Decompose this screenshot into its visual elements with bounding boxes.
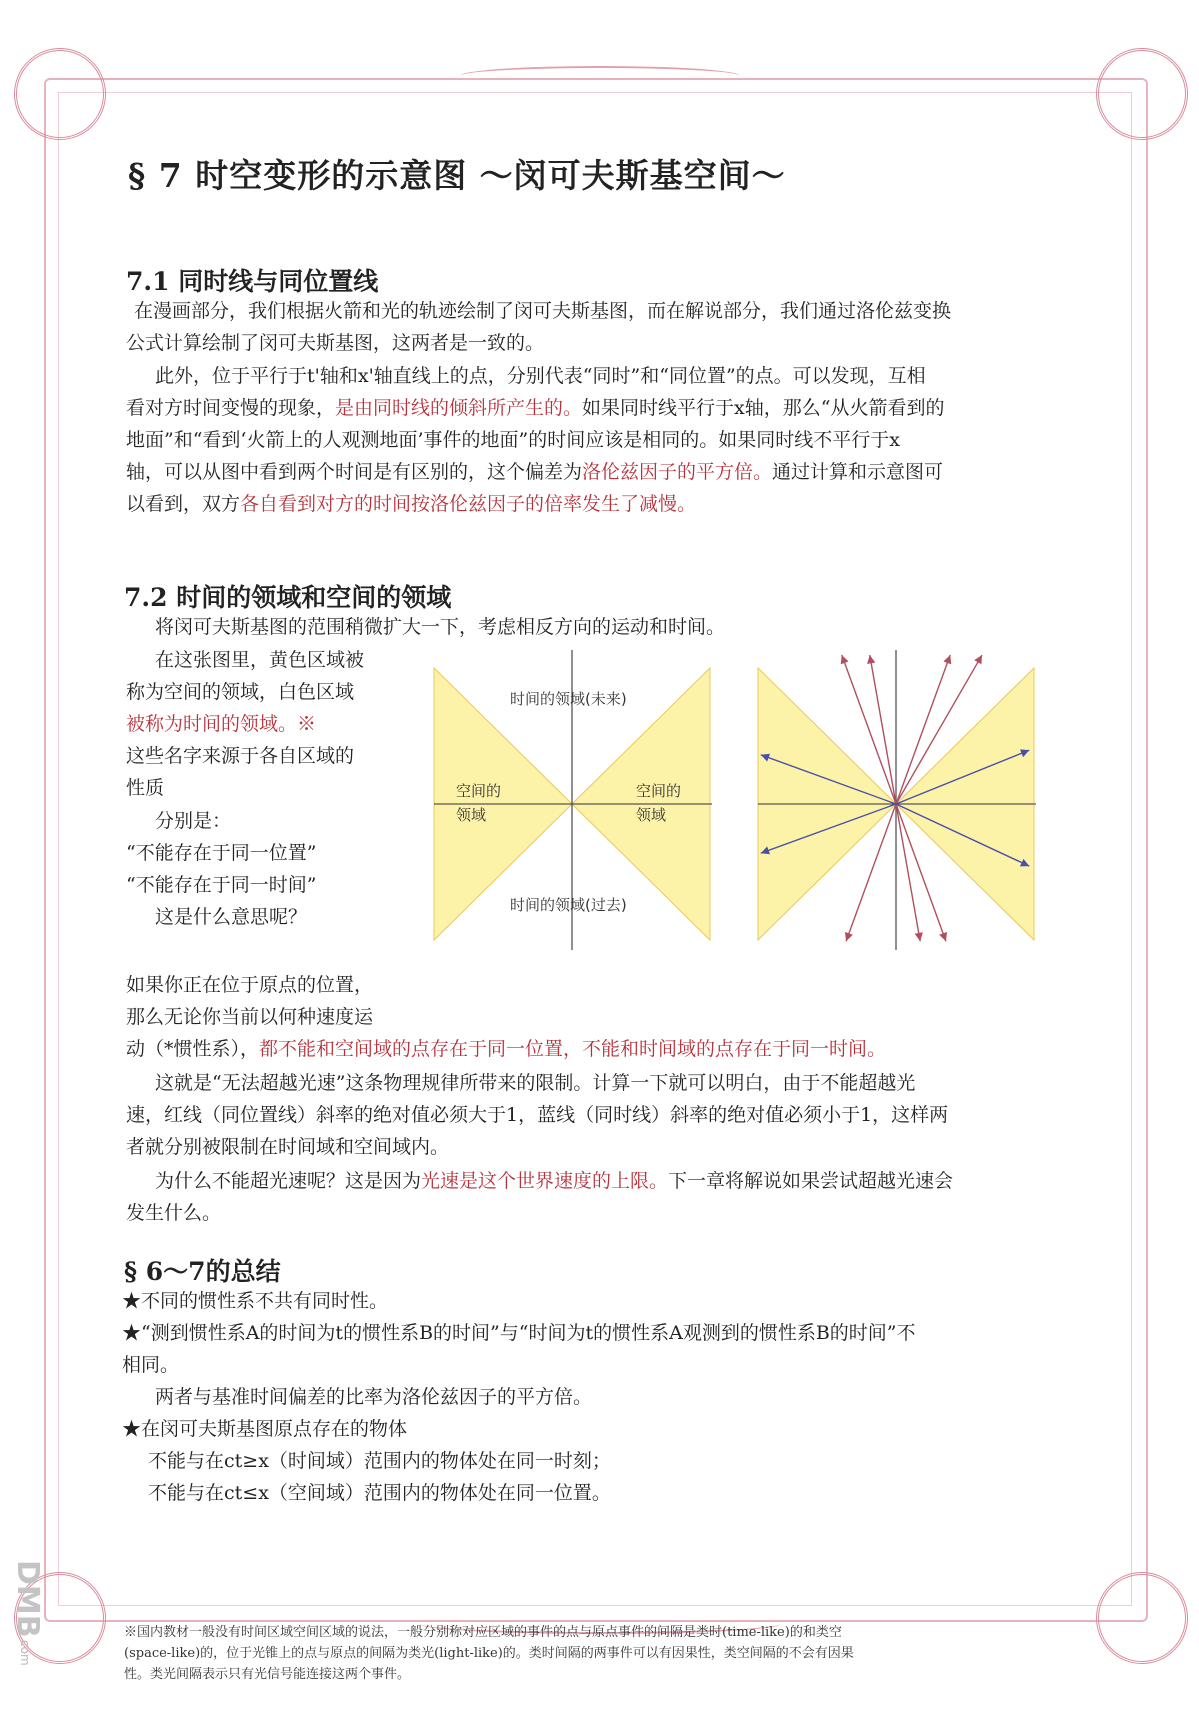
paragraph-line: 公式计算绘制了闵可夫斯基图，这两者是一致的。: [126, 332, 545, 354]
summary-line: ★不同的惯性系不共有同时性。: [122, 1290, 389, 1312]
side-text-line: “不能存在于同一时间”: [126, 874, 317, 896]
paragraph-line: 将闵可夫斯基图的范围稍微扩大一下，考虑相反方向的运动和时间。: [155, 616, 726, 638]
paragraph-line: 速，红线（同位置线）斜率的绝对值必须大于1，蓝线（同时线）斜率的绝对值必须小于1，这样两: [126, 1104, 949, 1126]
section-7-1-heading: 7.1 同时线与同位置线: [126, 267, 379, 296]
section-7-2-heading: 7.2 时间的领域和空间的领域: [124, 583, 452, 612]
side-text-line: 这是什么意思呢？: [155, 906, 308, 928]
label-future: 时间的领域(未来): [510, 690, 627, 708]
corner-ornament: [1096, 48, 1188, 140]
paragraph-line: 发生什么。: [126, 1202, 222, 1224]
paragraph-line: 这就是“无法超越光速”这条物理规律所带来的限制。计算一下就可以明白，由于不能超越光: [155, 1072, 916, 1094]
summary-line: ★“测到惯性系A的时间为t的惯性系B的时间”与“时间为t的惯性系A观测到的惯性系B的时间”不: [122, 1322, 916, 1344]
paragraph-line: 为什么不能超光速呢？这是因为光速是这个世界速度的上限。下一章将解说如果尝试超越光速会: [155, 1170, 954, 1192]
corner-ornament: [14, 48, 106, 140]
paragraph-line: 者就分别被限制在时间域和空间域内。: [126, 1136, 450, 1158]
page-title: § 7 时空变形的示意图 ～闵可夫斯基空间～: [128, 156, 786, 195]
summary-line: 两者与基准时间偏差的比率为洛伦兹因子的平方倍。: [155, 1386, 593, 1408]
footnote-line: (space-like)的，位于光锥上的点与原点的间隔为类光(light-like)的。类时间隔的两事件可以有因果性，类空间隔的不会有因果: [124, 1646, 854, 1661]
paragraph-line: 动（*惯性系），都不能和空间域的点存在于同一位置，不能和时间域的点存在于同一时间。: [126, 1038, 887, 1060]
top-ornament: [460, 66, 740, 86]
paragraph-line: 地面”和“看到‘火箭上的人观测地面’事件的地面”的时间应该是相同的。如果同时线不平行于x: [126, 429, 900, 451]
side-text-line: 称为空间的领域，白色区域: [126, 681, 355, 703]
side-text-line: 性质: [126, 777, 165, 799]
footnote-line: 性。类光间隔表示只有光信号能连接这两个事件。: [124, 1667, 411, 1682]
watermark-logo: DMB: [10, 1560, 45, 1638]
footnote: [124, 1622, 1084, 1685]
minkowski-region-diagram: [428, 644, 718, 954]
side-text-line: 这些名字来源于各自区域的: [126, 745, 355, 767]
label-space-left-2: 领域: [456, 806, 487, 824]
side-text-line: “不能存在于同一位置”: [126, 842, 317, 864]
summary-heading: § 6～7的总结: [124, 1257, 281, 1286]
paragraph-line: 在漫画部分，我们根据火箭和光的轨迹绘制了闵可夫斯基图，而在解说部分，我们通过洛伦兹变换: [134, 300, 952, 322]
label-space-left: 空间的: [456, 782, 502, 800]
paragraph-line: 此外，位于平行于t'轴和x'轴直线上的点，分别代表“同时”和“同位置”的点。可以发现，互相: [155, 365, 926, 387]
label-past: 时间的领域(过去): [510, 896, 627, 914]
label-space-right-2: 领域: [636, 806, 667, 824]
summary-line: ★在闵可夫斯基图原点存在的物体: [122, 1418, 408, 1440]
summary-line: 不能与在ct≥x（时间域）范围内的物体处在同一时刻；: [148, 1450, 611, 1472]
side-text-line: 在这张图里，黄色区域被: [155, 649, 365, 671]
summary-line: 不能与在ct≤x（空间域）范围内的物体处在同一位置。: [148, 1482, 611, 1504]
paragraph-line: 那么无论你当前以何种速度运: [126, 1006, 374, 1028]
paragraph-line: 如果你正在位于原点的位置，: [126, 974, 374, 996]
label-space-right: 空间的: [636, 782, 682, 800]
footnote-line: ※国内教材一般没有时间区域空间区域的说法，一般分别称对应区域的事件的点与原点事件的间隔是类时(time-like)的和类空: [124, 1625, 842, 1640]
watermark-url: com: [18, 1640, 32, 1666]
side-text-line: 分别是：: [155, 810, 232, 832]
paragraph-line: 以看到，双方各自看到对方的时间按洛伦兹因子的倍率发生了减慢。: [126, 493, 697, 515]
worldline-arrows-diagram: [752, 644, 1042, 954]
corner-ornament: [1096, 1572, 1188, 1664]
summary-line: 相同。: [122, 1354, 180, 1376]
side-text-line: 被称为时间的领域。※: [126, 713, 317, 735]
paragraph-line: 轴，可以从图中看到两个时间是有区别的，这个偏差为洛伦兹因子的平方倍。通过计算和示意图可: [126, 461, 944, 483]
paragraph-line: 看对方时间变慢的现象，是由同时线的倾斜所产生的。如果同时线平行于x轴，那么“从火箭看到的: [126, 397, 945, 419]
